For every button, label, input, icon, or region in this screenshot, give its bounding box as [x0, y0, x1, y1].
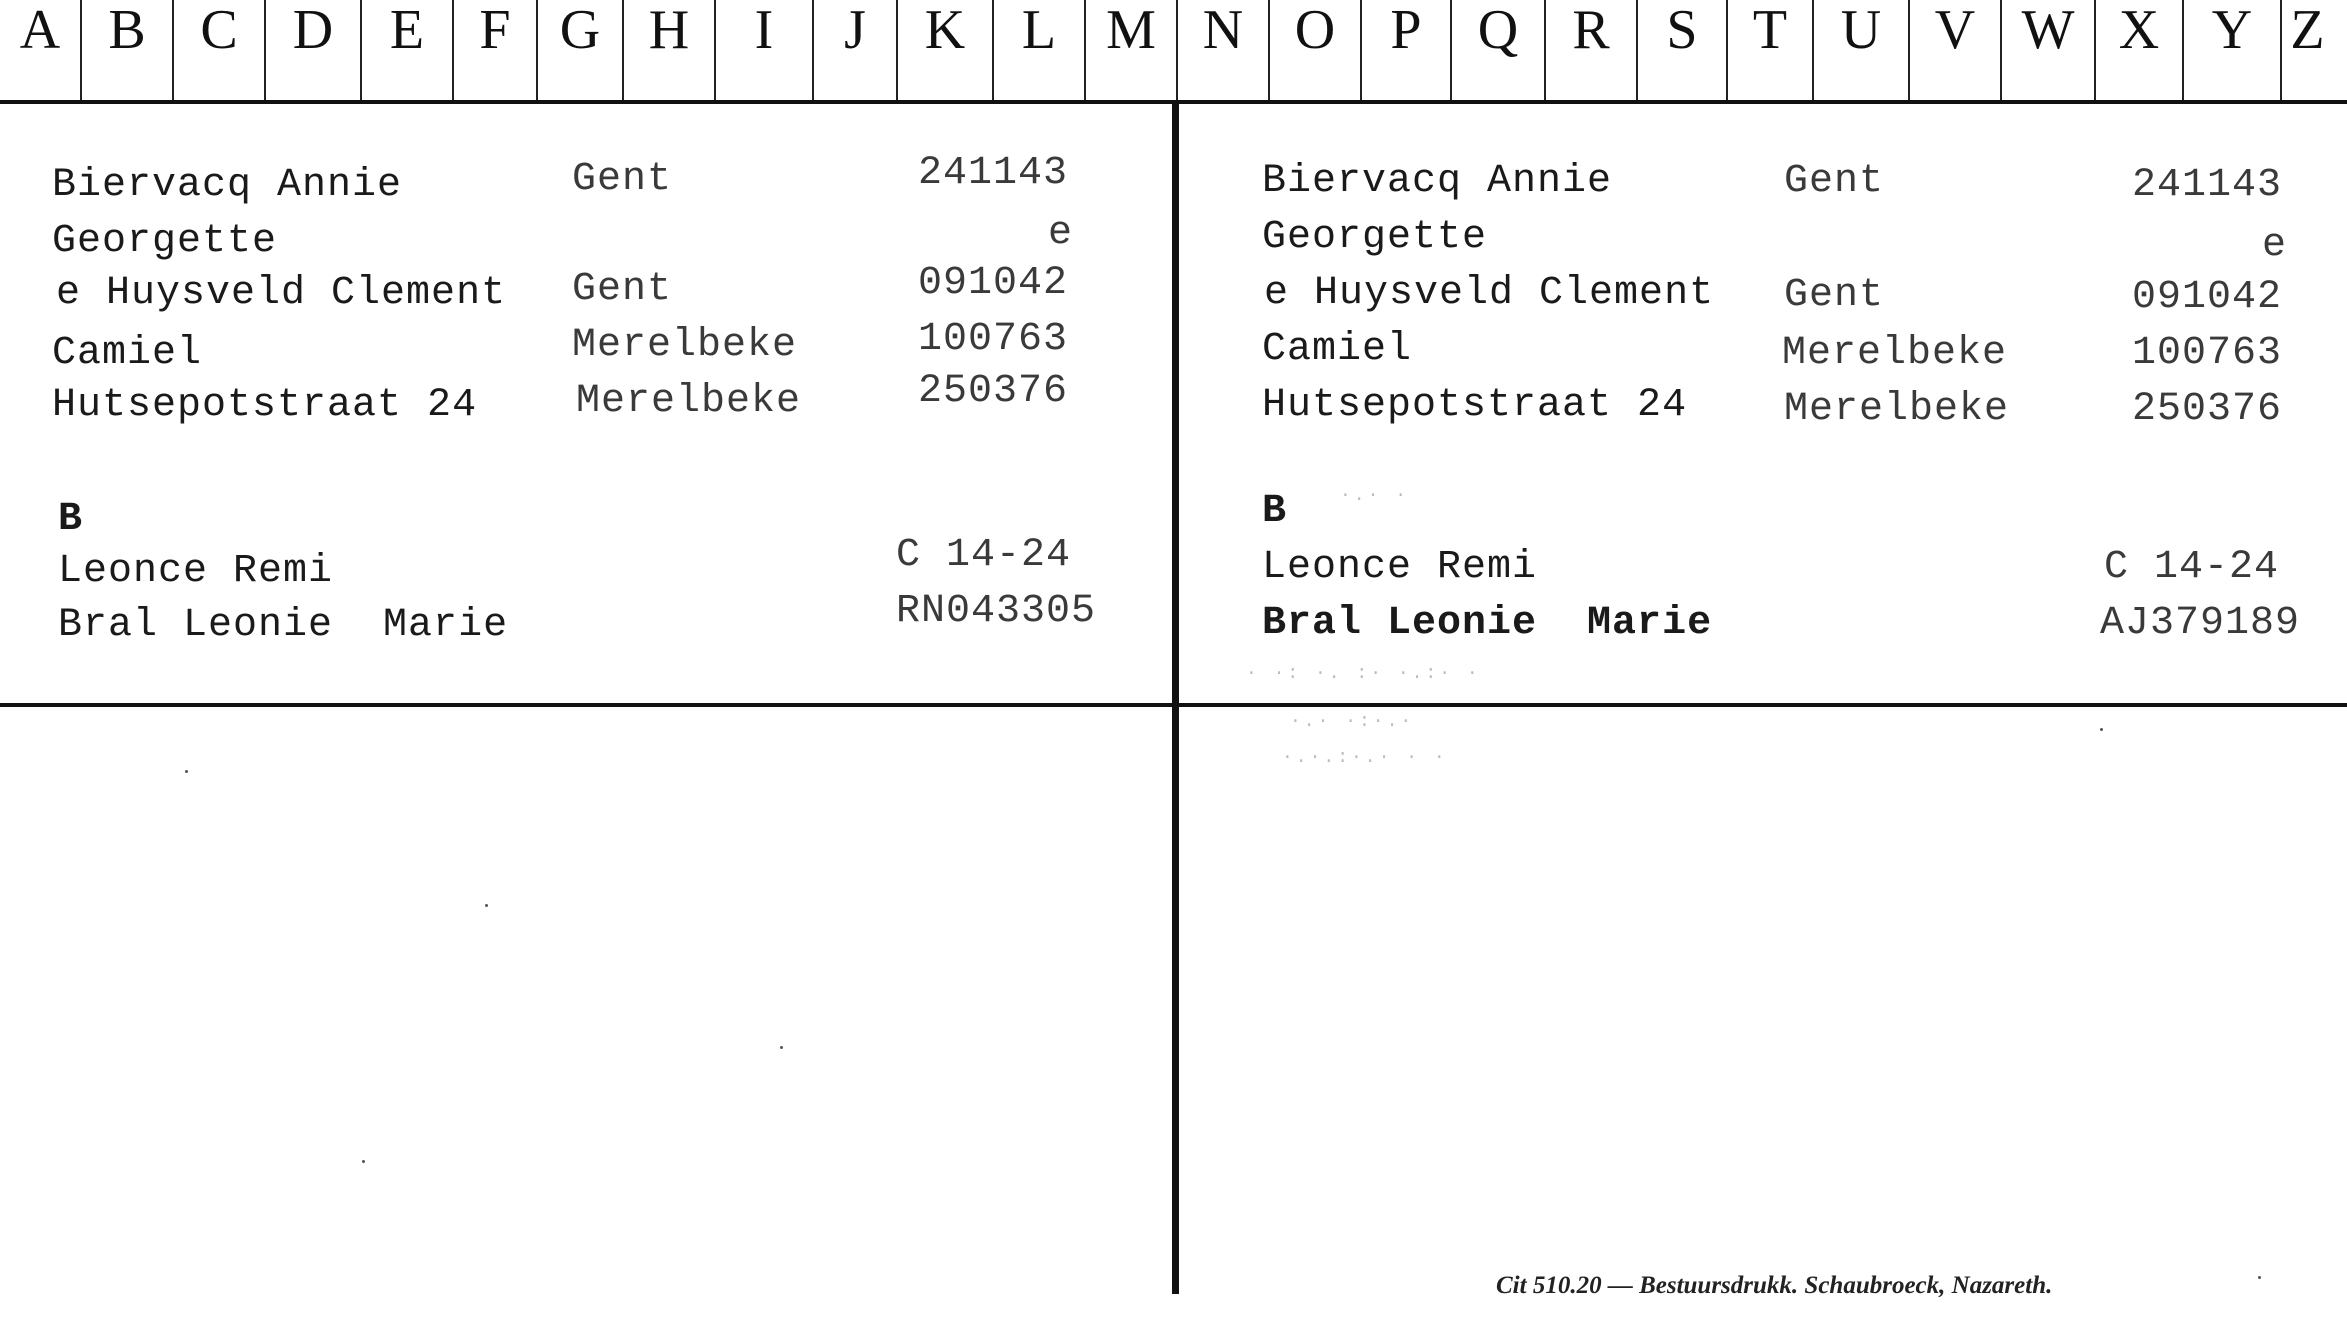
left-line4-number: 100763 — [918, 317, 1069, 362]
index-letter-n: N — [1178, 0, 1270, 100]
index-letter-t: T — [1728, 0, 1814, 100]
index-letter-l: L — [994, 0, 1086, 100]
horizontal-divider — [0, 703, 2347, 707]
right-line7-name: Bral Leonie Marie — [1262, 601, 1713, 646]
index-letter-u: U — [1814, 0, 1910, 100]
index-letter-v: V — [1910, 0, 2002, 100]
left-line3-number: 091042 — [918, 261, 1069, 306]
right-line4-name: Camiel — [1262, 327, 1413, 372]
index-letter-y: Y — [2184, 0, 2282, 100]
index-letter-o: O — [1270, 0, 1362, 100]
printer-imprint: Cit 510.20 — Bestuursdrukk. Schaubroeck, Nazareth. — [1496, 1272, 2053, 1299]
index-letter-m: M — [1086, 0, 1178, 100]
index-letter-k: K — [898, 0, 994, 100]
left-line3-city: Gent — [572, 267, 673, 312]
right-line5-number: 250376 — [2132, 387, 2283, 432]
right-line6-number: C 14-24 — [2104, 545, 2280, 590]
index-letter-p: P — [1362, 0, 1452, 100]
index-letter-q: Q — [1452, 0, 1546, 100]
index-letter-b: B — [82, 0, 174, 100]
index-letter-i: I — [716, 0, 814, 100]
right-line3-name: e Huysveld Clement — [1264, 271, 1715, 316]
right-line7-number: AJ379189 — [2100, 601, 2301, 646]
right-line4-city: Merelbeke — [1782, 331, 2008, 376]
index-letter-w: W — [2002, 0, 2096, 100]
index-letter-j: J — [814, 0, 898, 100]
right-section-letter: B — [1262, 489, 1288, 534]
right-line1-number: 241143 — [2132, 163, 2283, 208]
right-line5-name: Hutsepotstraat 24 — [1262, 383, 1688, 428]
right-line3-number: 091042 — [2132, 275, 2283, 320]
left-line4-name: Camiel — [52, 331, 203, 376]
index-letter-f: F — [454, 0, 538, 100]
left-line5-number: 250376 — [918, 369, 1069, 414]
left-line6-name: Leonce Remi — [58, 549, 334, 594]
right-line4-number: 100763 — [2132, 331, 2283, 376]
left-line7-number: RN043305 — [896, 589, 1097, 634]
left-line2-name: Georgette — [52, 219, 278, 264]
left-line2-suffix: e — [1048, 211, 1074, 256]
right-line2-name: Georgette — [1262, 215, 1488, 260]
left-line1-number: 241143 — [918, 151, 1069, 196]
left-line7-name: Bral Leonie Marie — [58, 603, 509, 648]
index-letter-g: G — [538, 0, 624, 100]
index-letter-a: A — [0, 0, 82, 100]
index-letter-z: Z — [2290, 0, 2325, 61]
index-letter-c: C — [174, 0, 266, 100]
right-line1-name: Biervacq Annie — [1262, 159, 1613, 204]
right-line3-city: Gent — [1784, 273, 1885, 318]
right-line6-name: Leonce Remi — [1262, 545, 1538, 590]
right-line1-city: Gent — [1784, 159, 1885, 204]
vertical-divider — [1172, 104, 1179, 1294]
index-letter-h: H — [624, 0, 716, 100]
left-line1-name: Biervacq Annie — [52, 163, 403, 208]
right-line2-suffix: e — [2262, 223, 2288, 268]
left-line6-number: C 14-24 — [896, 533, 1072, 578]
left-line4-city: Merelbeke — [572, 323, 798, 368]
left-line5-name: Hutsepotstraat 24 — [52, 383, 478, 428]
alphabet-index-strip — [0, 0, 2347, 104]
left-line3-name: e Huysveld Clement — [56, 271, 507, 316]
index-letter-e: E — [362, 0, 454, 100]
right-line5-city: Merelbeke — [1784, 387, 2010, 432]
index-letter-s: S — [1638, 0, 1728, 100]
left-line5-city: Merelbeke — [576, 379, 802, 424]
index-letter-x: X — [2096, 0, 2184, 100]
left-line1-city: Gent — [572, 157, 673, 202]
index-letter-d: D — [266, 0, 362, 100]
index-letter-r: R — [1546, 0, 1638, 100]
left-section-letter: B — [58, 497, 84, 542]
